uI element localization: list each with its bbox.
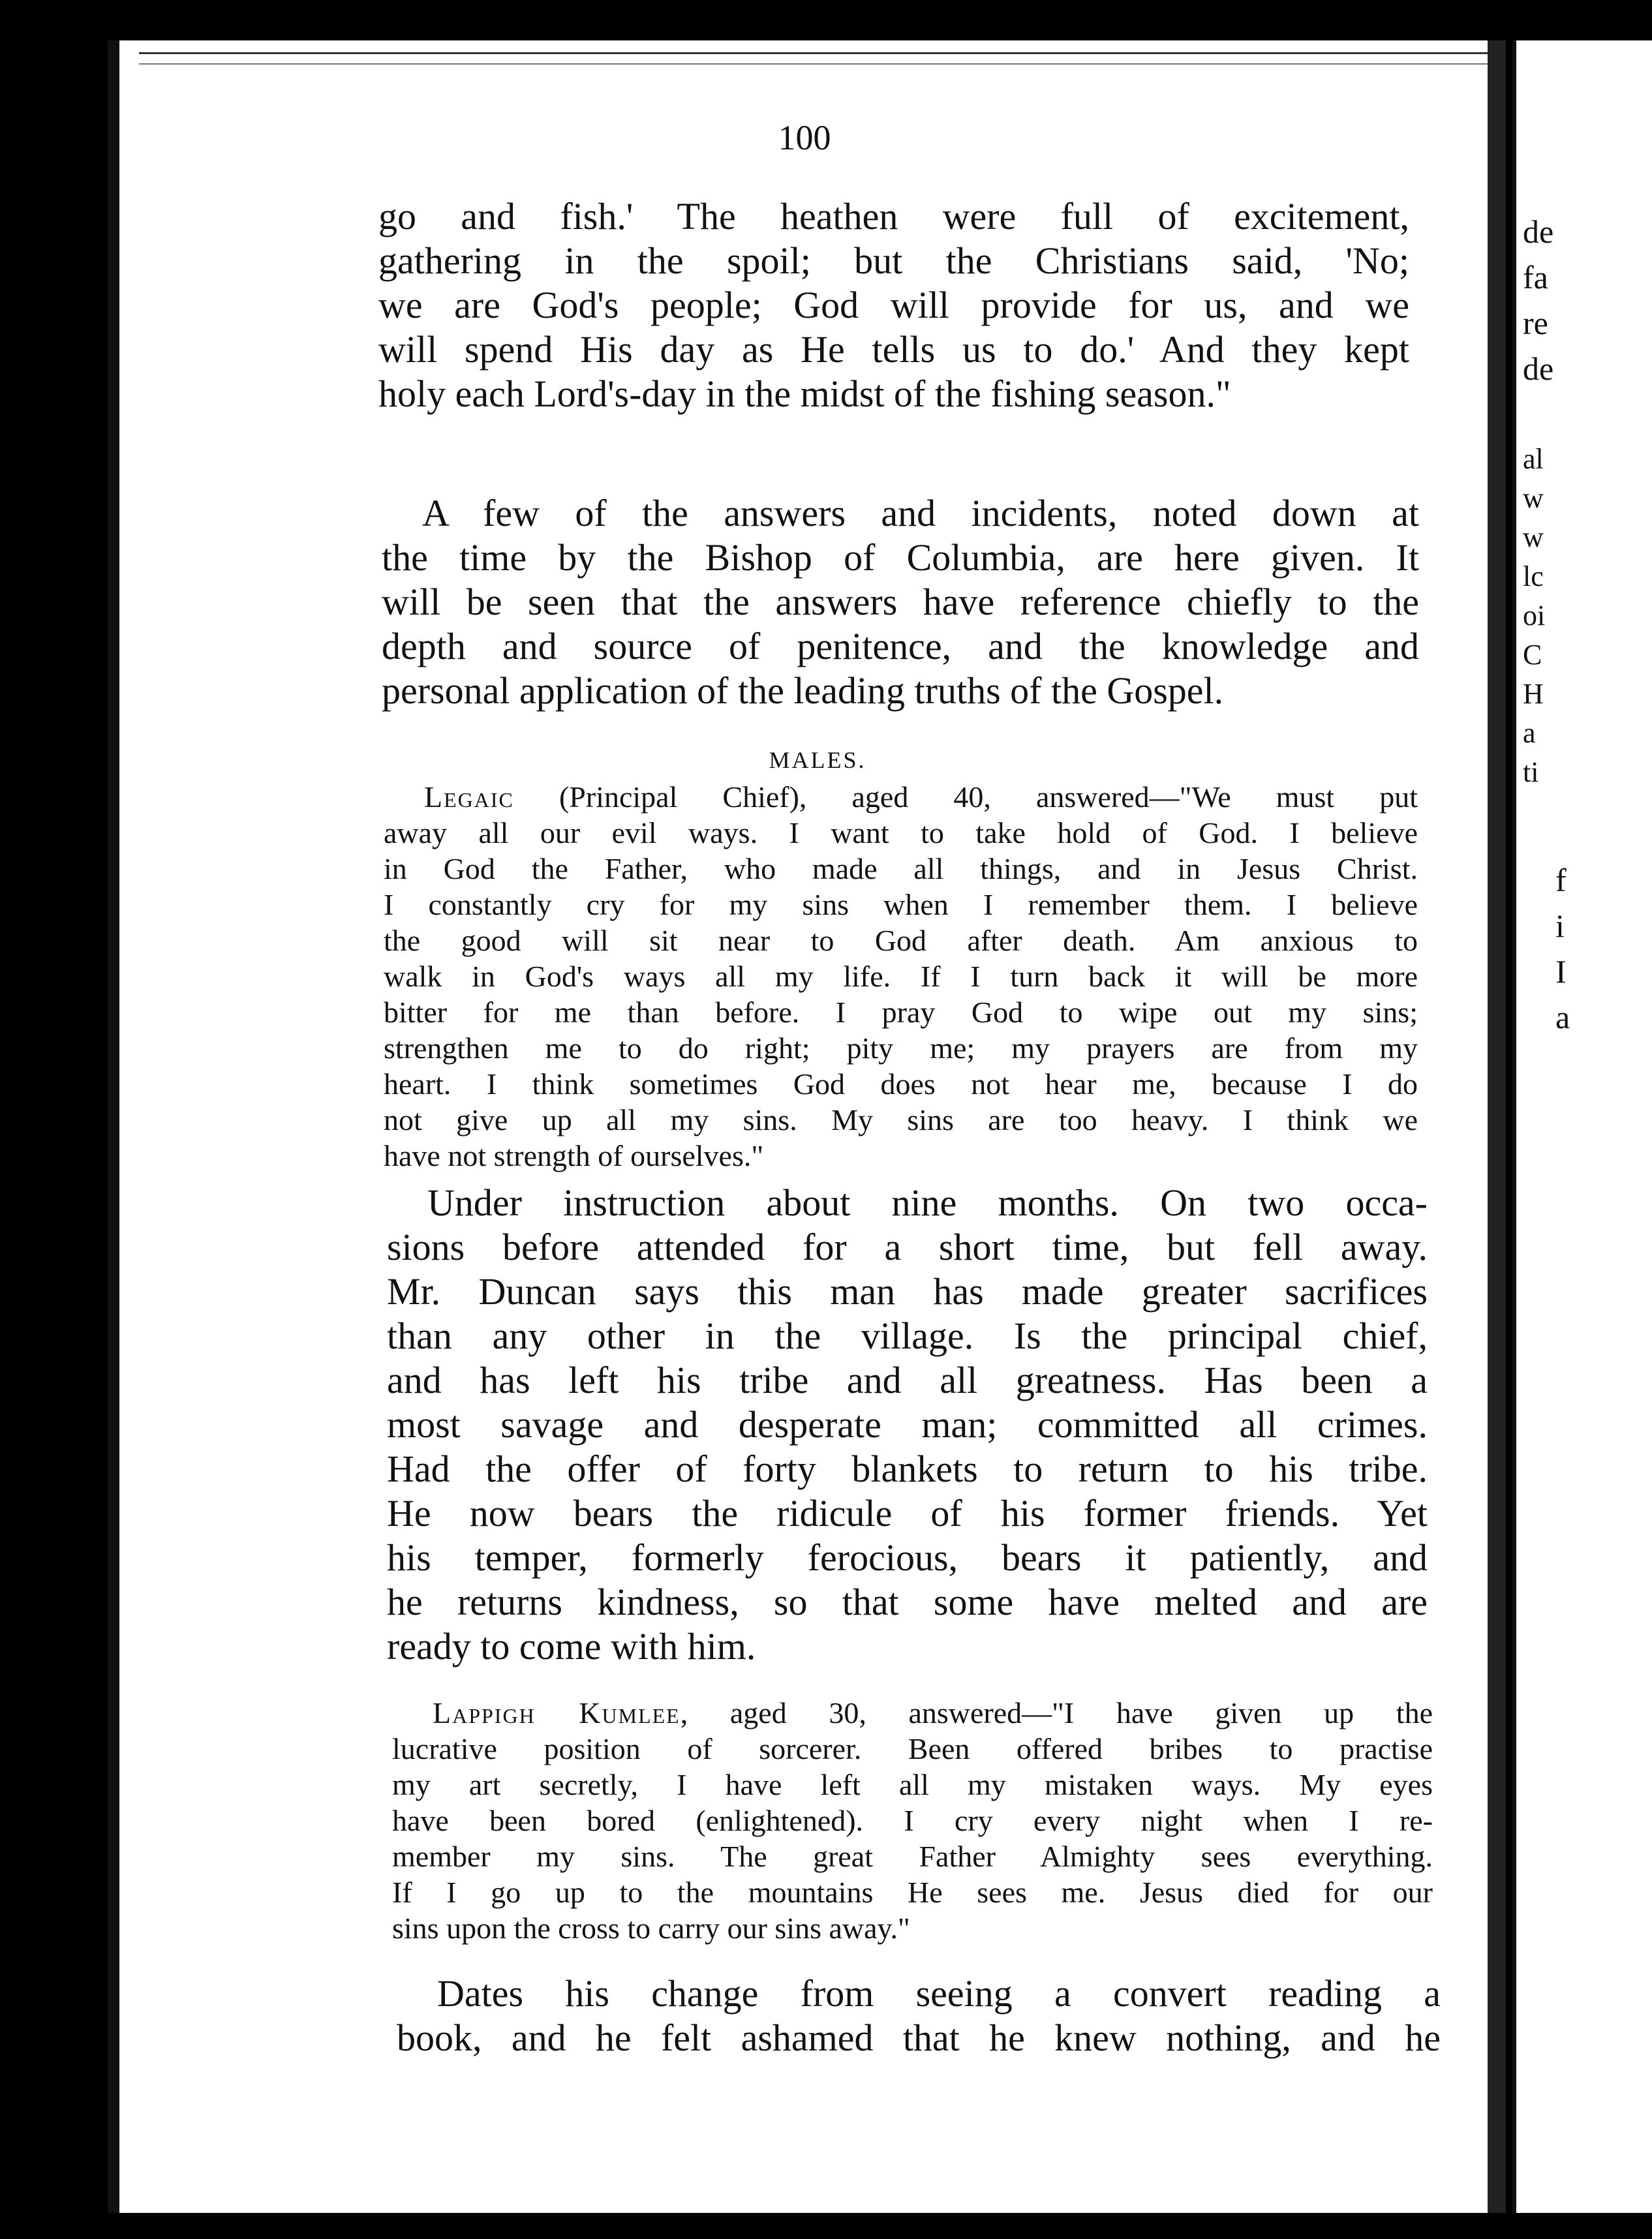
text-line: depth and source of penitence, and the knowledge and: [382, 625, 1419, 667]
text-line: [384, 779, 1418, 815]
text-line: sions before attended for a short time, but fell away.: [387, 1226, 1428, 1268]
text-line: my art secretly, I have left all my mistaken ways. My eyes: [392, 1768, 1433, 1801]
text-line: than any other in the village. Is the principal chief,: [387, 1315, 1428, 1357]
next-page-fragment: a: [1555, 999, 1570, 1035]
text-line: ready to come with him.: [387, 1625, 756, 1668]
next-page-fragment: w: [1523, 521, 1544, 553]
speaker-name: Legaic: [424, 780, 514, 814]
text-line: sins upon the cross to carry our sins away.": [392, 1912, 910, 1945]
text-line: we are God's people; God will provide for us, and we: [378, 284, 1409, 326]
next-page-fragment: i: [1555, 907, 1565, 944]
text-line: Had the offer of forty blankets to return to his tribe.: [387, 1448, 1428, 1490]
text-line: he returns kindness, so that some have melted and are: [387, 1581, 1428, 1623]
paragraph-dates-change: [397, 1972, 1441, 2060]
next-page-fragment: ti: [1523, 756, 1539, 788]
gutter-shadow: [1488, 40, 1506, 2213]
text-line: If I go up to the mountains He sees me. Jesus died for our: [392, 1876, 1433, 1909]
text-line: He now bears the ridicule of his former friends. Yet: [387, 1492, 1428, 1534]
paragraph-legaic-notes: [387, 1181, 1428, 1669]
text-line: his temper, formerly ferocious, bears it patiently, and: [387, 1536, 1428, 1579]
text-line: in God the Father, who made all things, and in Jesus Christ.: [384, 852, 1418, 885]
next-page-fragment: oi: [1523, 600, 1546, 632]
next-page-fragment: de: [1523, 350, 1554, 387]
text-line: I constantly cry for my sins when I remember them. I believe: [384, 888, 1418, 921]
section-heading-males: MALES.: [769, 747, 866, 773]
text-line: holy each Lord's-day in the midst of the fishing season.": [378, 373, 1231, 415]
next-page-fragment: C: [1523, 639, 1542, 671]
text-line: book, and he felt ashamed that he knew nothing, and he: [397, 2017, 1441, 2059]
text-line-rest: , aged 30, answered—"I have given up the: [680, 1696, 1433, 1729]
text-line: heart. I think sometimes God does not hear me, because I do: [384, 1067, 1418, 1101]
next-page-fragment: f: [1555, 862, 1567, 898]
text-line: lucrative position of sorcerer. Been offered bribes to practise: [392, 1732, 1433, 1765]
next-page-fragment: al: [1523, 443, 1544, 475]
text-line: Mr. Duncan says this man has made greater sacrifices: [387, 1270, 1428, 1313]
text-line: go and fish.' The heathen were full of excitement,: [378, 195, 1409, 237]
text-line: most savage and desperate man; committed all crimes.: [387, 1403, 1428, 1446]
text-line: gathering in the spoil; but the Christians said, 'No;: [378, 239, 1409, 282]
text-line: not give up all my sins. My sins are too heavy. I think we: [384, 1103, 1418, 1136]
page-top-rule: [139, 52, 1493, 65]
next-page-fragment: I: [1555, 953, 1567, 990]
text-line: and has left his tribe and all greatness. Has been a: [387, 1359, 1428, 1401]
scan-left-margin: [0, 0, 108, 2239]
next-page-fragment: lc: [1523, 560, 1544, 592]
text-line: have not strength of ourselves.": [384, 1139, 764, 1172]
text-line: strengthen me to do right; pity me; my prayers are from my: [384, 1031, 1418, 1065]
next-page-fragment: a: [1523, 717, 1536, 749]
text-line-rest: (Principal Chief), aged 40, answered—"We must put: [513, 780, 1418, 814]
next-page-fragment: re: [1523, 305, 1548, 341]
paragraph-fishing: [378, 194, 1409, 416]
paragraph-bishop-intro: [382, 491, 1419, 713]
text-line: have been bored (enlightened). I cry every night when I re-: [392, 1804, 1433, 1837]
text-line: walk in God's ways all my life. If I turn back it will be more: [384, 960, 1418, 993]
legaic-answer: [384, 779, 1418, 1174]
next-page-fragment: H: [1523, 678, 1544, 710]
text-line: Dates his change from seeing a convert reading a: [437, 1972, 1441, 2015]
speaker-name: Lappigh Kumlee: [433, 1696, 681, 1729]
next-page-fragment: w: [1523, 482, 1544, 514]
next-page-sliver: [1512, 40, 1652, 2213]
next-page-fragment: fa: [1523, 259, 1548, 296]
text-line: A few of the answers and incidents, noted down at: [422, 492, 1419, 534]
lappigh-kumlee-answer: [392, 1695, 1433, 1946]
text-line: [392, 1695, 1433, 1731]
book-page: [108, 40, 1506, 2213]
text-line: the good will sit near to God after death. Am anxious to: [384, 924, 1418, 957]
text-line: bitter for me than before. I pray God to wipe out my sins;: [384, 996, 1418, 1029]
bottom-scan-edge: [0, 2213, 1652, 2239]
text-line: the time by the Bishop of Columbia, are here given. It: [382, 536, 1419, 579]
page-number: 100: [778, 118, 831, 157]
text-line: personal application of the leading truths of the Gospel.: [382, 669, 1224, 712]
next-page-fragment: de: [1523, 213, 1554, 250]
text-line: will be seen that the answers have reference chiefly to the: [382, 581, 1419, 623]
text-line: away all our evil ways. I want to take hold of God. I believe: [384, 816, 1418, 849]
text-line: will spend His day as He tells us to do.' And they kept: [378, 328, 1409, 371]
text-line: member my sins. The great Father Almighty sees everything.: [392, 1840, 1433, 1873]
text-line: Under instruction about nine months. On two occa-: [427, 1181, 1428, 1224]
